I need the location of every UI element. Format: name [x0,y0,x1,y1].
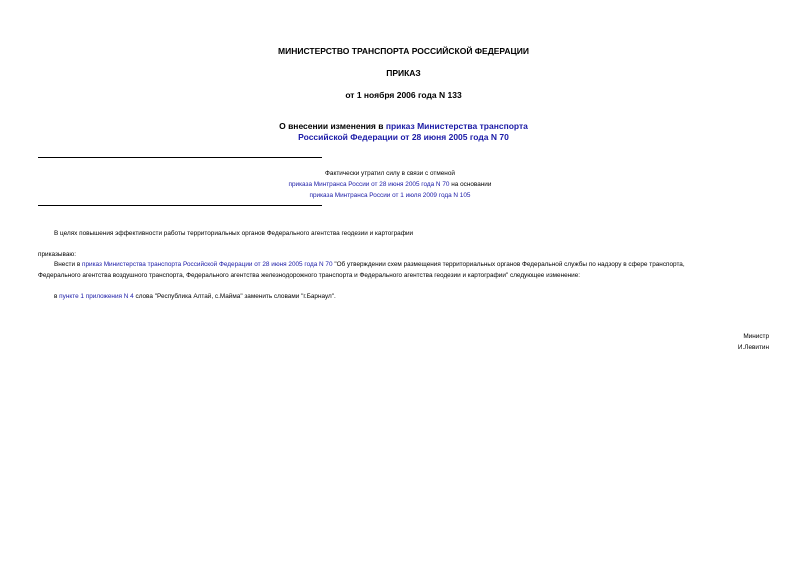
item1-quote-line1: "Об утверждении схем размещения территориальных органов Федеральной службы по надзору в сфере транспорта, [332,261,685,268]
title-link-line1[interactable]: приказ Министерства транспорта [385,121,528,131]
item2-link[interactable]: пункте 1 приложения N 4 [59,293,134,300]
top-divider [38,157,322,158]
bottom-divider [38,205,322,206]
item1-quote-line2: Федерального агентства воздушного транспорта, Федерального агентства железнодорожного транспорта и Федерального агентства геодезии и картографии" [38,272,509,279]
status-note-link-order105[interactable]: приказа Минтранса России от 1 июля 2009 года N 105 [309,192,471,199]
title-prefix: О внесении изменения в [279,121,386,131]
status-note-line2 [220,179,560,190]
item1-suffix: следующее изменение: [508,272,581,279]
item2-suffix: слова "Республика Алтай, с.Майма" заменить словами "г.Барнаул". [133,293,336,300]
status-note-link-order70[interactable]: приказа Минтранса России от 28 июня 2005 года N 70 [288,181,450,188]
status-note-line1: Фактически утратил силу в связи с отменой [325,170,455,177]
order-word: приказываю: [38,251,76,258]
item1-prefix: Внести в [54,261,82,268]
item1-line2 [38,270,580,281]
status-note [220,168,560,201]
item1-link[interactable]: приказ Министерства транспорта Российской Федерации от 28 июня 2005 года N 70 [81,261,333,268]
doc-type-heading: ПРИКАЗ [386,68,421,78]
document-title [0,121,807,131]
ministry-heading: МИНИСТЕРСТВО ТРАНСПОРТА РОССИЙСКОЙ ФЕДЕРАЦИИ [278,46,529,56]
title-link-line2[interactable]: Российской Федерации от 28 июня 2005 года N 70 [298,132,509,142]
item2-paragraph [54,291,336,302]
date-number-heading: от 1 ноября 2006 года N 133 [345,90,462,100]
preamble-paragraph: В целях повышения эффективности работы территориальных органов Федерального агентства геодезии и картографии [54,230,414,237]
item2-prefix: в [54,293,60,300]
signature-name: И.Левитин [737,344,769,351]
item1-line1 [54,259,685,270]
status-note-suffix: на основании [449,181,492,188]
signature-position: Министр [743,333,769,340]
